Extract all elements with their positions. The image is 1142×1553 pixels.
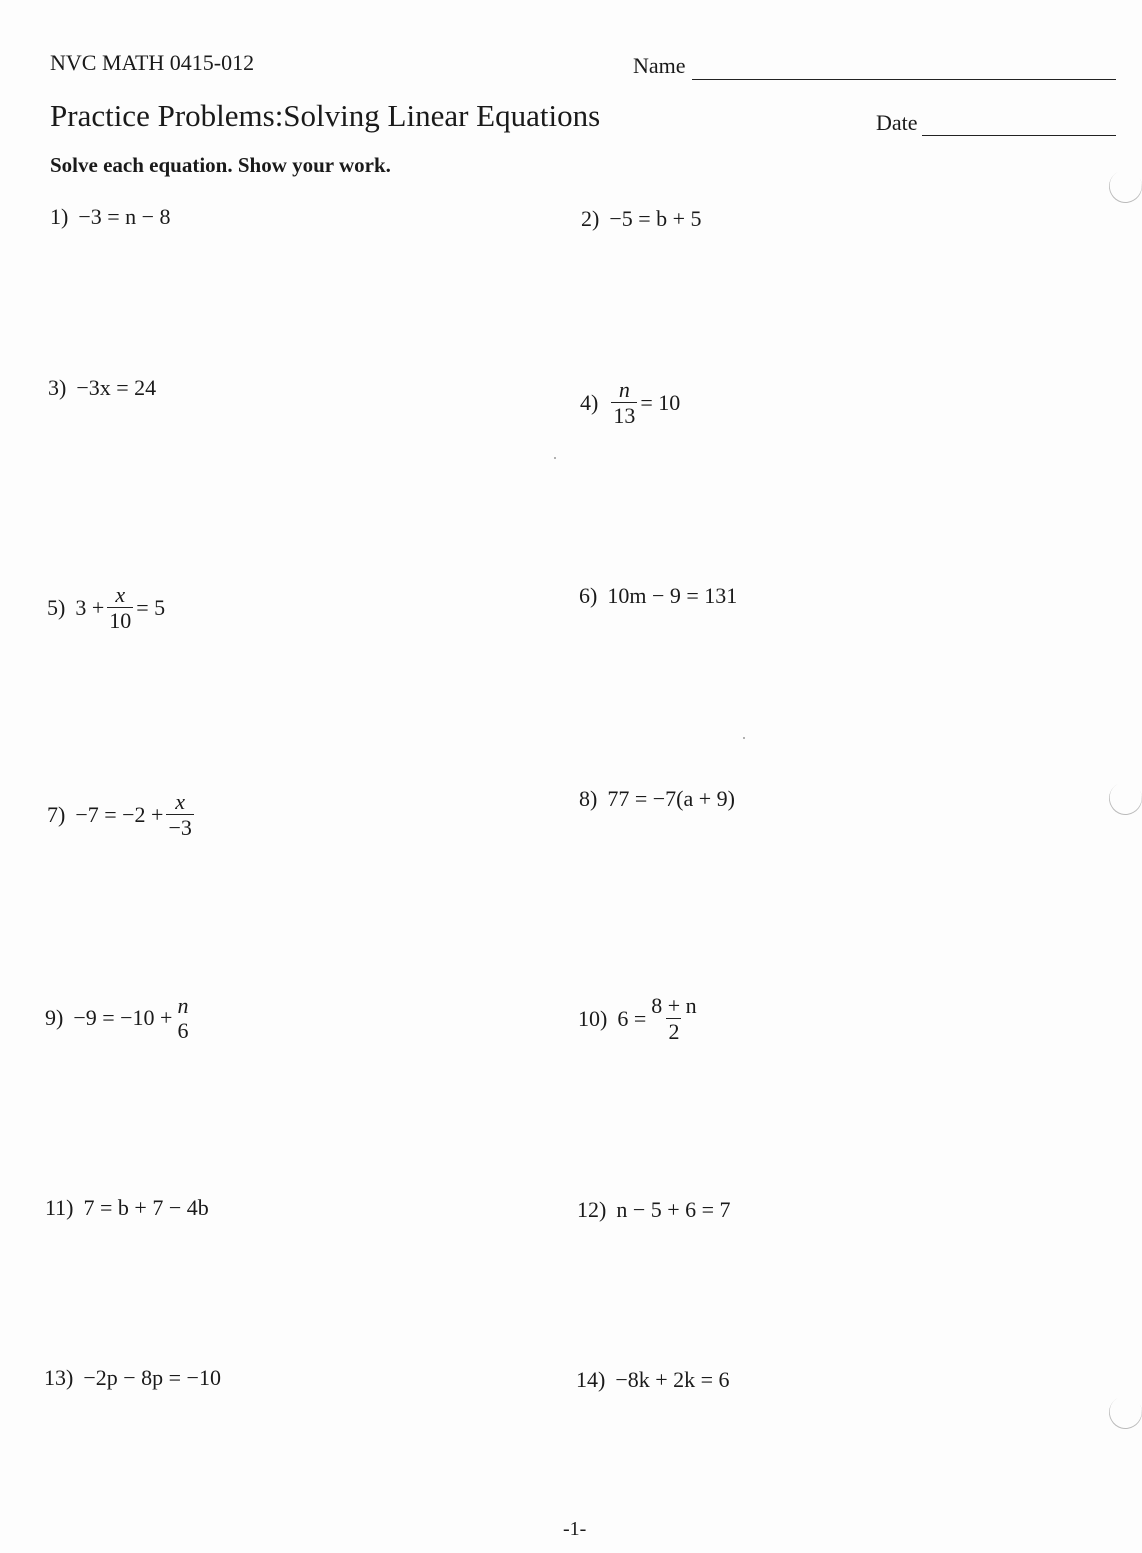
equation-left: −7 = −2 + — [75, 801, 164, 827]
problem-number: 14) — [576, 1367, 606, 1392]
problem-number: 7) — [47, 801, 66, 827]
problem-number: 3) — [48, 375, 67, 400]
fraction — [166, 790, 193, 839]
problem-9 — [45, 994, 193, 1042]
equation — [75, 583, 165, 632]
binder-hole-mark — [1103, 1390, 1142, 1435]
fraction-denominator: 10 — [109, 608, 132, 634]
name-field-line[interactable] — [692, 79, 1116, 80]
course-code: NVC MATH 0415-012 — [50, 50, 255, 75]
problem-number: 13) — [44, 1365, 74, 1390]
problem-number: 10) — [578, 1005, 608, 1031]
problem-13 — [44, 1365, 221, 1391]
name-label: Name — [633, 53, 686, 78]
fraction — [175, 994, 190, 1042]
problem-14 — [576, 1367, 730, 1393]
problem-8 — [579, 786, 735, 812]
equation-left: 3 + — [75, 594, 105, 620]
equation-left: −9 = −10 + — [73, 1005, 173, 1031]
page-title: Practice Problems:Solving Linear Equations — [50, 98, 601, 133]
fraction-denominator: 2 — [668, 1019, 680, 1045]
problem-3 — [48, 375, 156, 401]
fraction-denominator: 6 — [177, 1018, 189, 1044]
fraction — [107, 583, 133, 632]
binder-hole-mark — [1103, 164, 1142, 209]
problem-number: 2) — [581, 206, 600, 231]
fraction-numerator: x — [175, 789, 186, 814]
problem-6 — [579, 583, 737, 609]
equation: −2p − 8p = −10 — [83, 1365, 221, 1390]
equation-left: 6 = — [617, 1005, 647, 1031]
problem-12 — [577, 1197, 731, 1223]
problem-11 — [45, 1195, 209, 1221]
equation: 77 = −7(a + 9) — [607, 786, 735, 811]
equation: −5 = b + 5 — [609, 206, 702, 231]
scan-speck — [554, 457, 556, 459]
equation — [73, 994, 193, 1042]
fraction-denominator: 13 — [613, 403, 636, 429]
fraction-numerator: n — [177, 993, 189, 1018]
problem-10 — [578, 994, 702, 1043]
equation — [617, 994, 701, 1043]
problem-number: 6) — [579, 583, 598, 608]
fraction-numerator: n — [618, 377, 630, 402]
fraction — [649, 994, 698, 1043]
equation: −3 = n − 8 — [78, 204, 171, 229]
scan-speck — [743, 737, 745, 739]
equation: 7 = b + 7 − 4b — [83, 1195, 209, 1220]
equation: n − 5 + 6 = 7 — [616, 1197, 731, 1222]
equation — [75, 790, 197, 839]
equation: 10m − 9 = 131 — [607, 583, 738, 608]
problem-number: 9) — [45, 1005, 64, 1031]
equation: −8k + 2k = 6 — [615, 1367, 730, 1392]
fraction-numerator: 8 + n — [651, 993, 697, 1018]
equation-right: = 5 — [136, 594, 166, 620]
binder-hole-mark — [1103, 776, 1142, 821]
equation-right: = 10 — [640, 389, 681, 415]
problem-4 — [580, 378, 680, 427]
problem-number: 8) — [579, 786, 598, 811]
problem-5 — [47, 583, 165, 632]
problem-number: 11) — [45, 1195, 74, 1220]
problem-number: 5) — [47, 594, 66, 620]
problem-7 — [47, 790, 197, 839]
problem-number: 12) — [577, 1197, 607, 1222]
problem-number: 4) — [580, 389, 599, 415]
page-number: -1- — [563, 1518, 587, 1540]
fraction-numerator: x — [115, 582, 126, 607]
fraction — [611, 378, 637, 427]
date-label: Date — [876, 110, 918, 135]
problem-1 — [50, 204, 171, 230]
fraction-denominator: −3 — [168, 815, 192, 841]
equation: −3x = 24 — [76, 375, 157, 400]
problem-2 — [581, 206, 702, 232]
instructions: Solve each equation. Show your work. — [50, 153, 391, 177]
equation — [608, 378, 680, 427]
problem-number: 1) — [50, 204, 69, 229]
date-field-line[interactable] — [922, 135, 1116, 136]
